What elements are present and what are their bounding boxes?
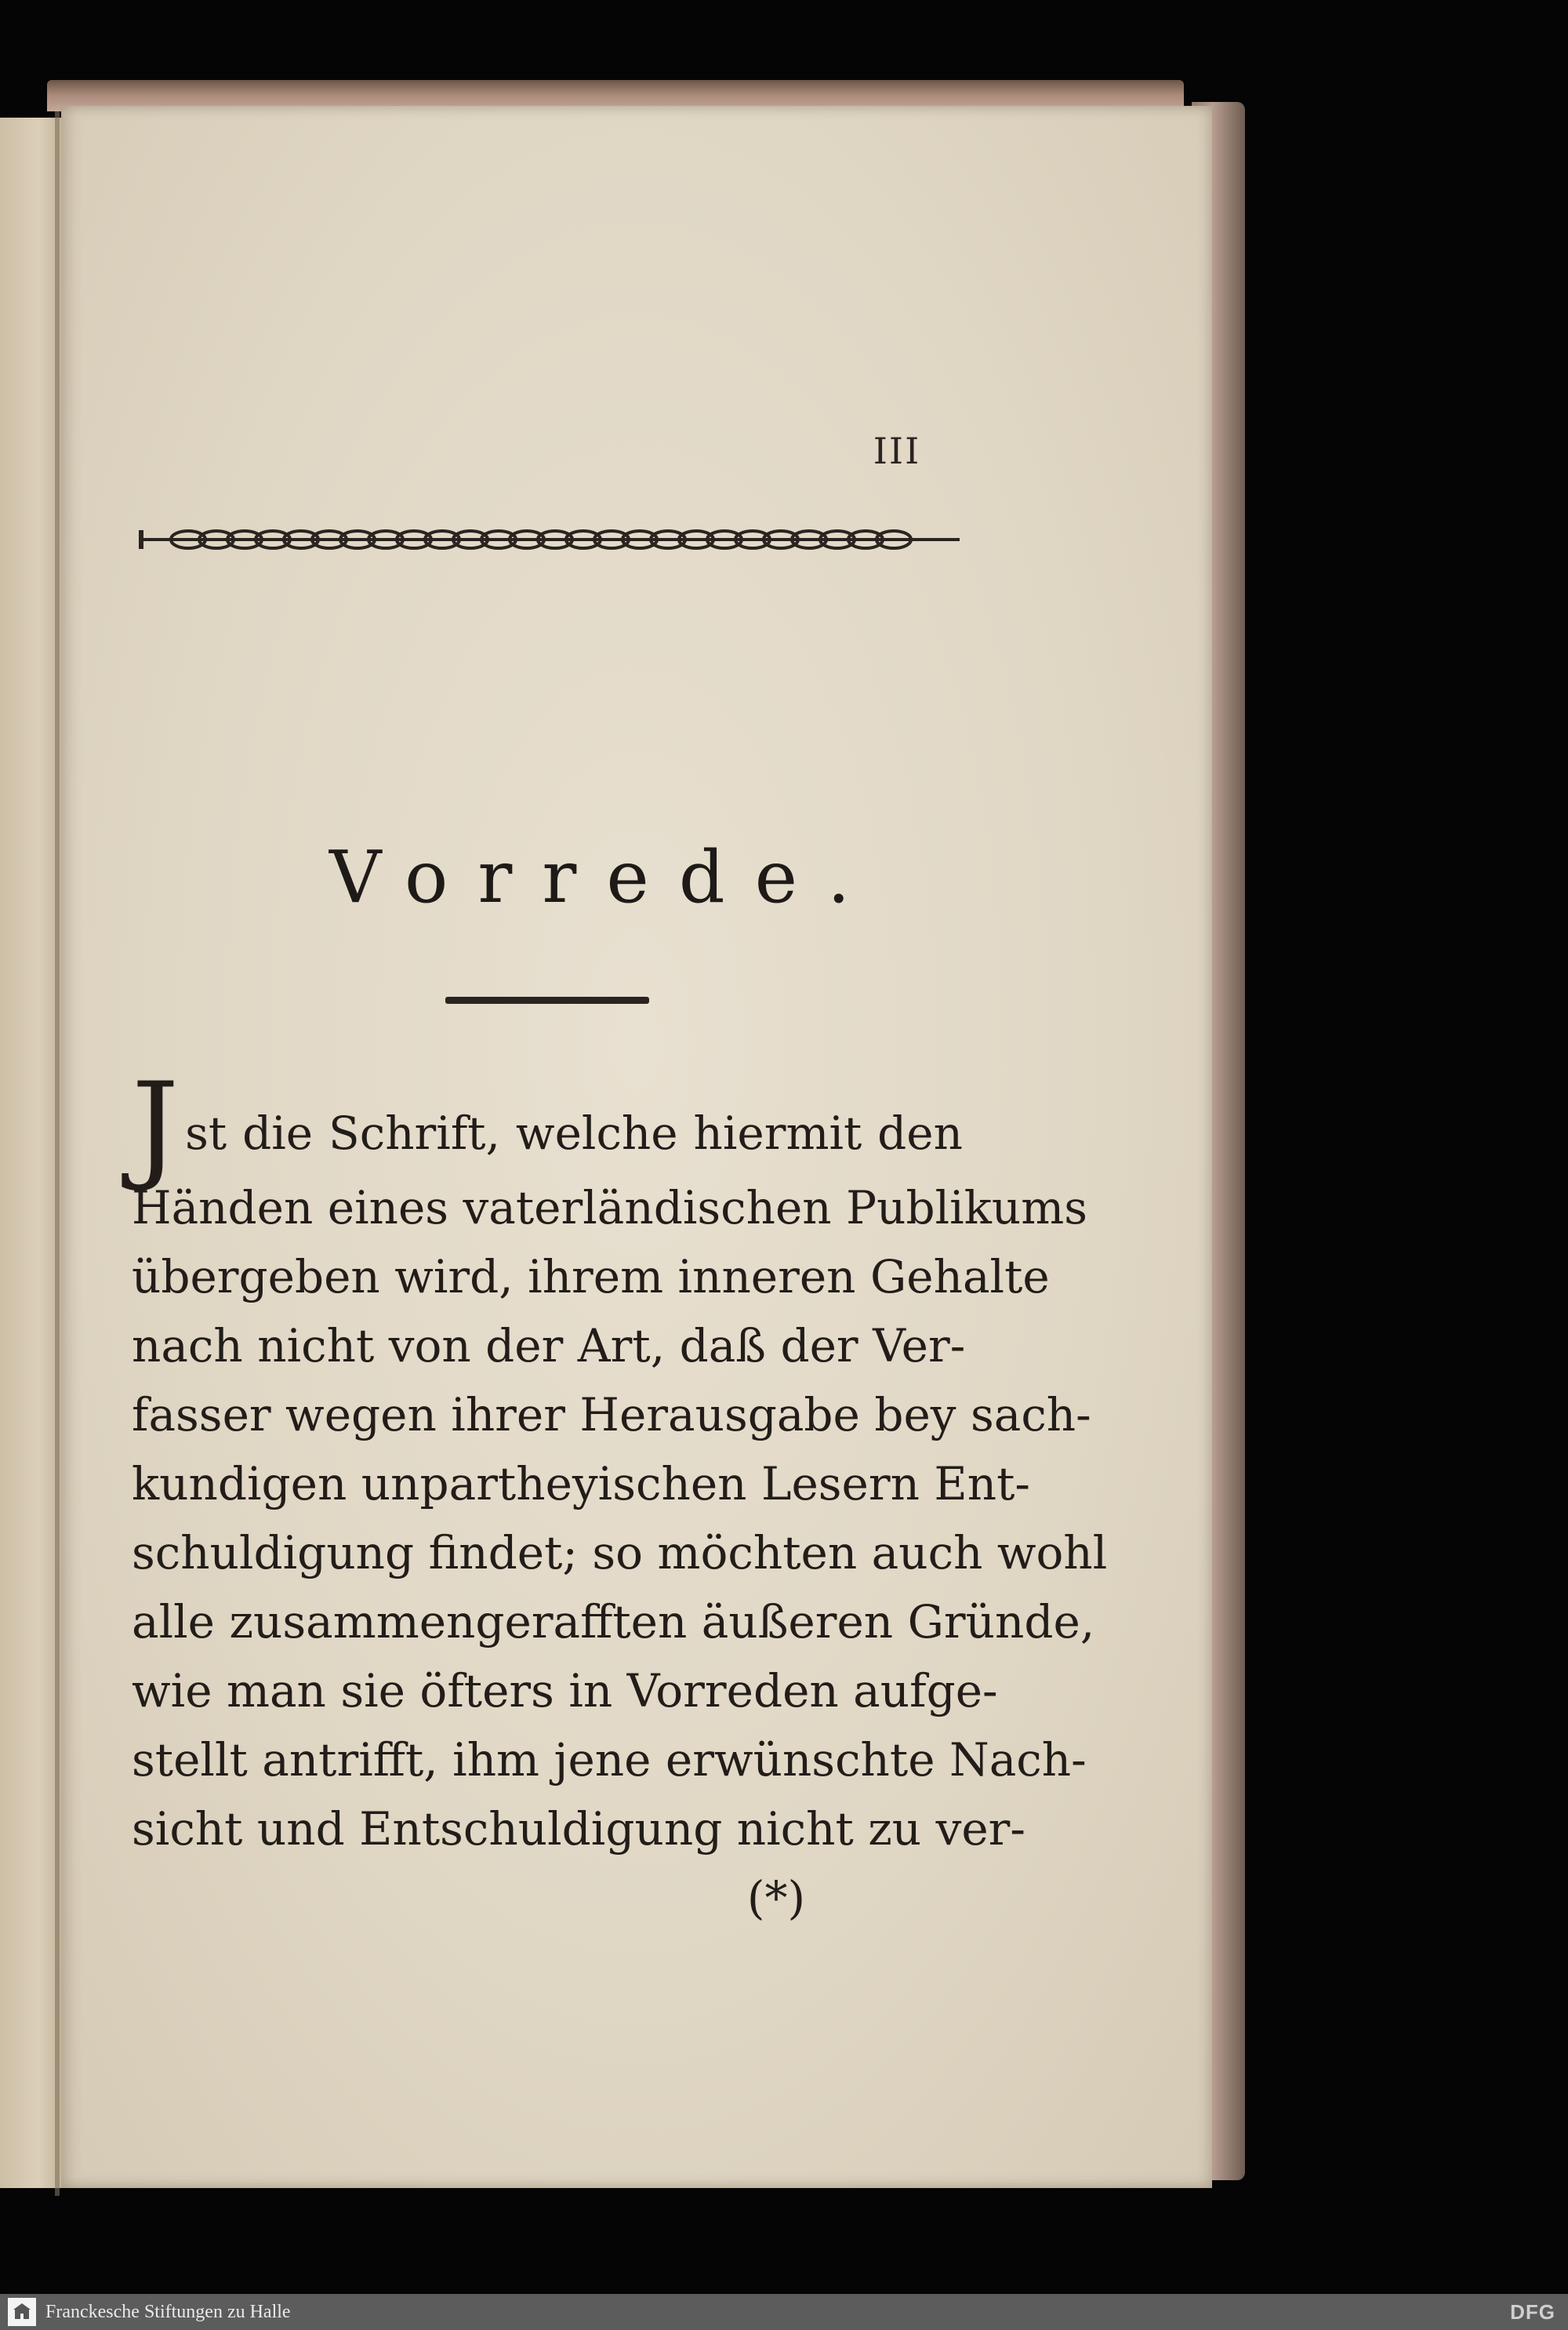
heading-rule xyxy=(445,997,649,1004)
book-gutter xyxy=(55,110,60,2196)
viewer-footer xyxy=(0,2294,1568,2330)
text-line: übergeben wird, ihrem inneren Gehalte xyxy=(132,1250,1050,1303)
text-line: alle zusammengerafften äußeren Gründe, xyxy=(132,1595,1095,1648)
signature-mark: (*) xyxy=(746,1871,806,1925)
preface-text xyxy=(132,1058,1108,1863)
text-line-content: st die Schrift, welche hiermit den xyxy=(185,1107,963,1160)
text-line: wie man sie öfters in Vorreden aufge- xyxy=(132,1664,998,1718)
chapter-heading: Vorrede. xyxy=(329,835,880,919)
drop-cap: J xyxy=(132,1058,180,1194)
text-line: stellt antrifft, ihm jene erwünschte Nach- xyxy=(132,1733,1087,1787)
foundation-building-icon xyxy=(8,2298,36,2326)
ornamental-chain-divider xyxy=(141,522,960,557)
page-number: III xyxy=(873,430,921,472)
text-line: kundigen unpartheyischen Lesern Ent- xyxy=(132,1457,1030,1510)
text-line: schuldigung findet; so möchten auch wohl xyxy=(132,1526,1108,1579)
text-line: nach nicht von der Art, daß der Ver- xyxy=(132,1319,966,1372)
text-line: sicht und Entschuldigung nicht zu ver- xyxy=(132,1802,1026,1856)
text-line xyxy=(132,1058,963,1194)
institution-name: Franckesche Stiftungen zu Halle xyxy=(45,2301,291,2322)
dfg-logo: DFG xyxy=(1510,2300,1555,2324)
text-line: fasser wegen ihrer Herausgabe bey sach- xyxy=(132,1388,1091,1441)
text-line: Händen eines vaterländischen Publikums xyxy=(132,1181,1087,1234)
